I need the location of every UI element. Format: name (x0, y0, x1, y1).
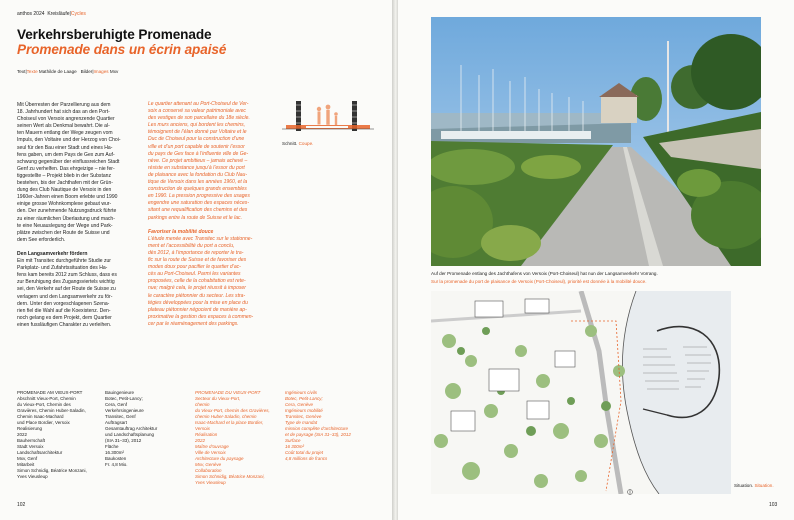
imprint-french-1: PROMENADE DU VIEUX-PORT Secteur du Vieux-Port, chemin du Vieux-Port, chemin des Gravières, chemin Huber-Saladin, chemin Isaac-Machard et la place Bordier, Versoix Réalisation 2022 Maître d’ouvrage Ville de Versoix Architecture du paysage Mxv, Genève Collaboration Simon Schnidig, Béatrice Monzani, Yves Vieusleup (195, 390, 270, 485)
site-plan (431, 291, 731, 494)
kicker: anthos 2024 Kreisläufe|Cycles (17, 11, 86, 17)
imprint-french-2: Ingénieurs civils Botec, Petit-Lancy; Cera, Genève Ingénieurs mobilité Transitec, Genève Type de mandat mission complète d’architecture et de paysage (SIA 31–33), 2012 Surface 16 300m² Coût total du projet 4,8 millions de francs (285, 390, 351, 461)
title-german: Verkehrsberuhigte Promenade (17, 27, 212, 42)
plan-caption: Situation. Situation. (734, 483, 774, 488)
section-drawing (282, 95, 374, 135)
imprint-german-2: Bauingenieure Botec, Petit-Lancy; Cera, Genf Verkehrsingenieure Transitec, Genf Auftragsart Gesamtauftrag Architektur und Landschaftsplanung (SIA 31–33), 2012 Fläche 16.300m² Baukosten Fr. 4,8 Mio. (105, 390, 158, 467)
photo-caption-french: Sur la promenade du port de plaisance de Versoix (Port-Choiseul), priorité est donnée à la mobilité douce. (431, 279, 647, 284)
photo-caption-german: Auf der Promenade entlang des Jachthafens von Versoix (Port-Choiseul) hat nun der Langsamverkehr Vorrang. (431, 271, 658, 276)
right-page (398, 0, 794, 520)
section-caption: Schnitt. Coupe. (282, 141, 314, 146)
subheading-german: Den Langsamverkehr fördern (17, 250, 88, 257)
page-number-left: 102 (17, 502, 26, 508)
credits: Text|Texte Mathilde de Laage Bilder|Images Mxv (17, 69, 119, 74)
imprint-german-1: PROMENADE AM VIEUX-PORT Abschnitt Vieux-Port, Chemin du Vieux-Port, Chemin des Gravières, Chemin Huber-Saladin, Chemin Isaac-Machard und Place Bordier, Versoix Realisierung 2022 Bauherrschaft Stadt Versoix Landschaftsarchitektur Mxv, Genf Mitarbeit Simon Schnidig, Béatrice Monzani, Yves Vieusleup (17, 390, 87, 479)
left-page (0, 0, 392, 520)
promenade-photo (431, 17, 761, 266)
page-number-right: 103 (769, 502, 778, 508)
body-text-french: Le quartier attenant au Port-Choiseul de Ver- soix a conservé sa valeur patrimoniale avec des vestiges de son parcellaire du 18e siècle. Les murs anciens, qui bordent les chemins, témoignent de l’élan donné par Voltaire et le Duc de Choiseul pour la construction d’une ville et d’un port capable de soutenir l’essor du pays de Gex face à l’influente ville de Ge- nève. Ce projet ambitieux – jamais achevé – résiste en substance jusqu’à l’essor du port de plaisance avec la fondation du Club Nau- tique de Versoix dans les années 1960, et la construction de quelques grands ensembles en 1990. La pression progressive des usages engendre une saturation des espaces néces- sitant une requalification des chemins et des parkings entre la route de Suisse et le lac. Favoriser la mobilité douce L’étude menée avec Transitec sur le stationne- ment et l’accessibilité du port a conclu, dès 2012, à l’importance de reporter le tra- fic sur la route de Suisse et de favoriser des modes doux pour pacifier le quartier d’ac- cès au Port-Choiseul. Parmi les variantes proposées, celle de la cohabitation est rete- nue; malgré cela, le projet réussit à imposer le caractère piétonnier du secteur. Les stra- tégies développées pour la mise en place du plateau piétonnier négocient de manière ap- proximative la gestion des espaces à commen- cer par le réaménagement des parkings. (148, 101, 254, 327)
body-text-german: Mit Überresten der Parzellierung aus dem 18. Jahrhundert hat sich das an den Port- Choiseul von Versoix angrenzende Quartier seinen Wert als Denkmal bewahrt. Die al- ten Mauern entlang der Wege zeugen vom Impuls, den Voltaire und der Herzog von Choi- seul für den Bau einer Stadt und eines Ha- fens gaben, um dem Pays de Gex zum Auf- schwung gegenüber der einflussreichen Stadt Genf zu verhelfen. Das ehrgeizige – nie fer- tiggestellte – Projekt blieb in der Substanz bestehen, bis der Jachthafen mit der Grün- dung des Club Nautique de Versoix in den 1960er-Jahren einen Boom erlebte und 1990 einige grosse Wohnkomplexe gebaut wur- den. Der zunehmende Nutzungsdruck führte zu einer räumlichen Überlastung und mach- te eine Neuauslegung der Wege und Park- plätze zwischen der Route de Suisse und dem See erforderlich. Den Langsamverkehr fördern Ein mit Transitec durchgeführte Studie zur Parkplatz- und Zufahrtssituation des Ha- fens kam bereits 2012 zum Schluss, dass es zur Beruhigung des Zugangsviertels wichtig sei, den Verkehr auf der Route de Suisse zu verlagern und den Langsamverkehr zu för- dern. Unter den vorgeschlagenen Szena- rien fiel die Wahl auf die Koexistenz. Den- noch gelang es dem Projekt, dem Quartier einen fussläufigen Charakter zu verleihen. (17, 102, 121, 328)
north-arrow-icon (627, 489, 633, 495)
subheading-french: Favoriser la mobilité douce (148, 228, 214, 235)
title-french: Promenade dans un écrin apaisé (17, 42, 227, 57)
